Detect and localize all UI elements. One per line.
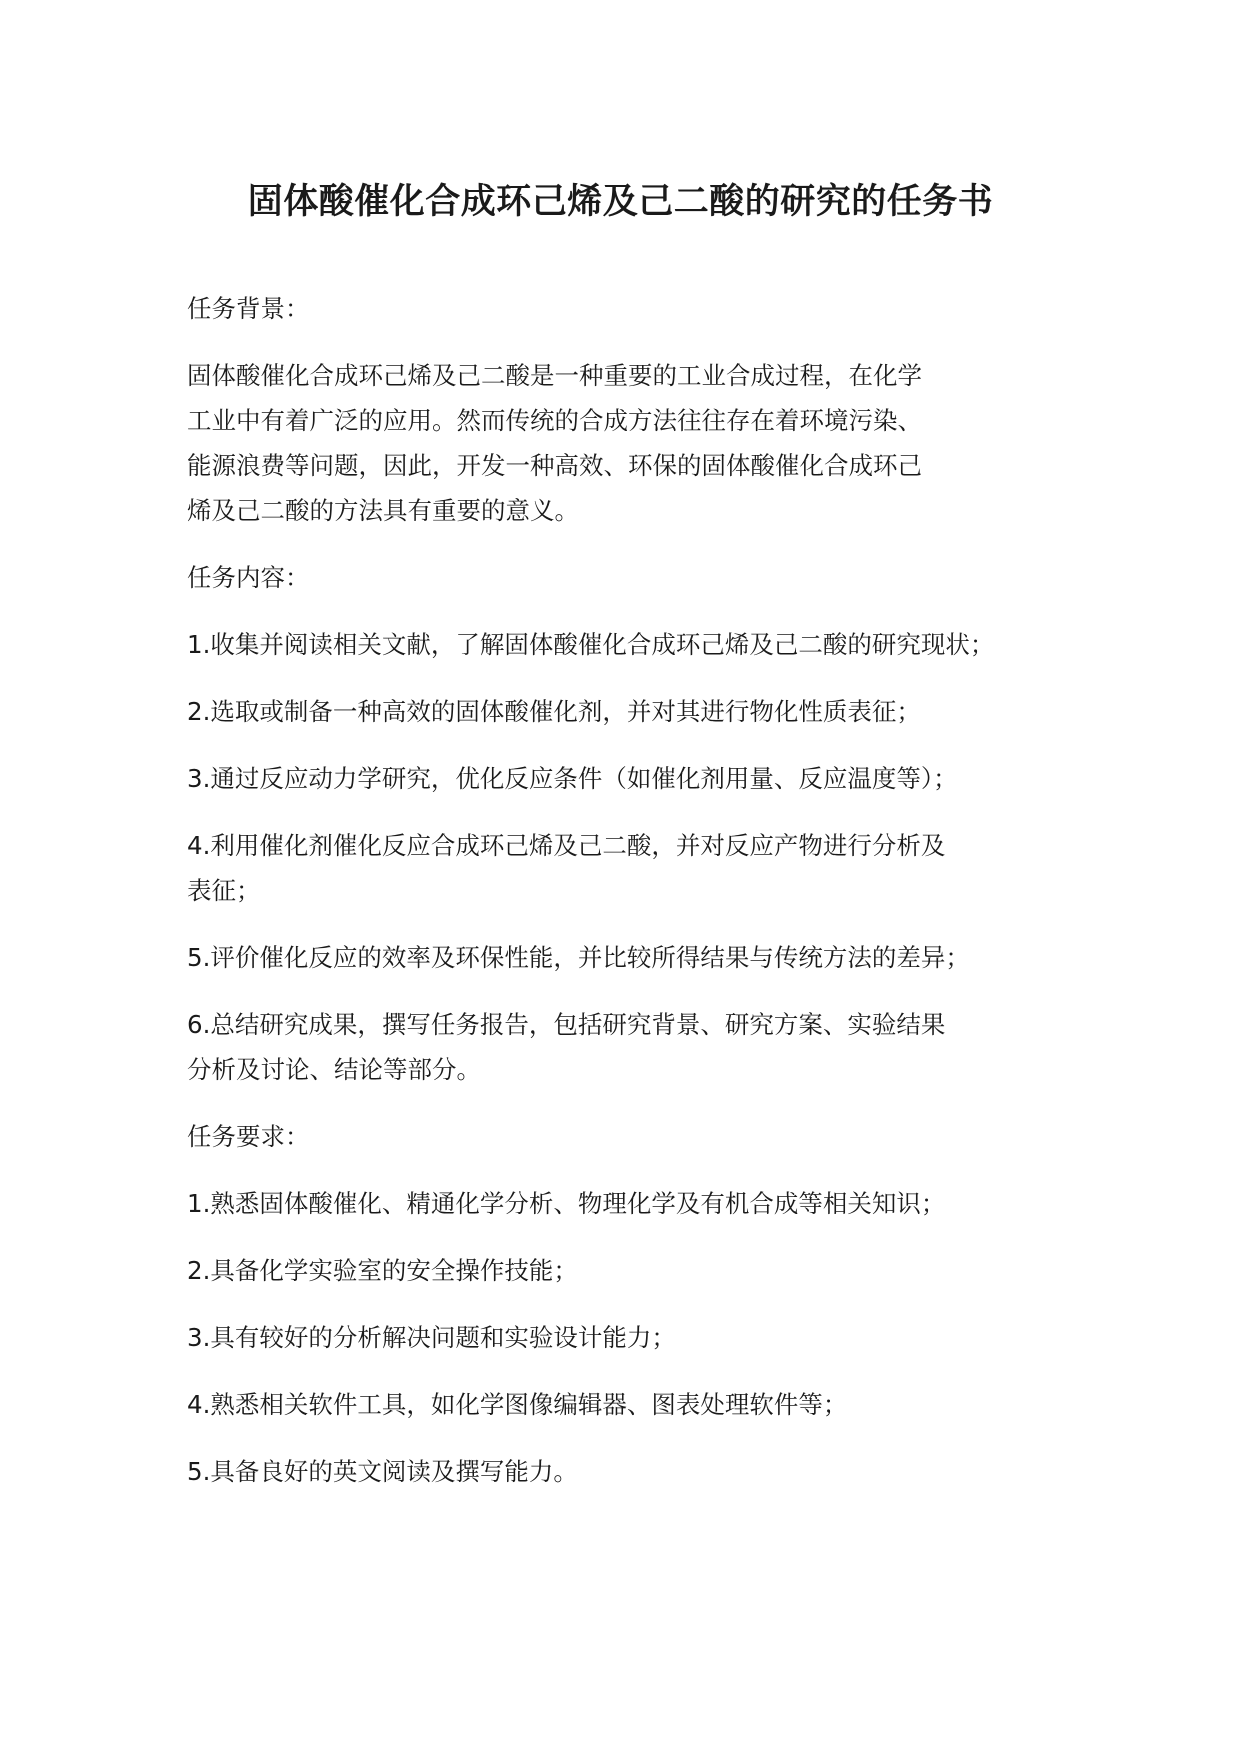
document-title: 固体酸催化合成环己烯及己二酸的研究的任务书 [247,182,994,222]
requirement-item-3: 3.具有较好的分析解决问题和实验设计能力； [187,1323,676,1352]
section-heading-content: 任务内容： [187,563,310,592]
content-item-4: 4.利用催化剂催化反应合成环己烯及己二酸，并对反应产物进行分析及表征； [187,831,946,905]
content-item-6: 6.总结研究成果，撰写任务报告，包括研究背景、研究方案、实验结果分析及讨论、结论等部分。 [187,1010,946,1084]
content-item-5: 5.评价催化反应的效率及环保性能，并比较所得结果与传统方法的差异； [187,943,970,972]
requirement-item-1: 1.熟悉固体酸催化、精通化学分析、物理化学及有机合成等相关知识； [187,1189,946,1218]
requirement-item-4: 4.熟悉相关软件工具，如化学图像编辑器、图表处理软件等； [187,1390,848,1419]
requirement-item-2: 2.具备化学实验室的安全操作技能； [187,1256,578,1285]
content-item-3: 3.通过反应动力学研究，优化反应条件（如催化剂用量、反应温度等）； [187,764,958,793]
document-body [187,286,1087,1516]
background-paragraph: 固体酸催化合成环己烯及己二酸是一种重要的工业合成过程，在化学工业中有着广泛的应用。然而传统的合成方法往往存在着环境污染、能源浪费等问题，因此，开发一种高效、环保的固体酸催化合成环己烯及己二酸的方法具有重要的意义。 [187,361,922,525]
content-item-1: 1.收集并阅读相关文献，了解固体酸催化合成环己烯及己二酸的研究现状； [187,630,995,659]
section-heading-requirements: 任务要求： [187,1122,310,1151]
section-heading-background: 任务背景： [187,294,310,323]
content-item-2: 2.选取或制备一种高效的固体酸催化剂，并对其进行物化性质表征； [187,697,921,726]
requirement-item-5: 5.具备良好的英文阅读及撰写能力。 [187,1457,578,1486]
